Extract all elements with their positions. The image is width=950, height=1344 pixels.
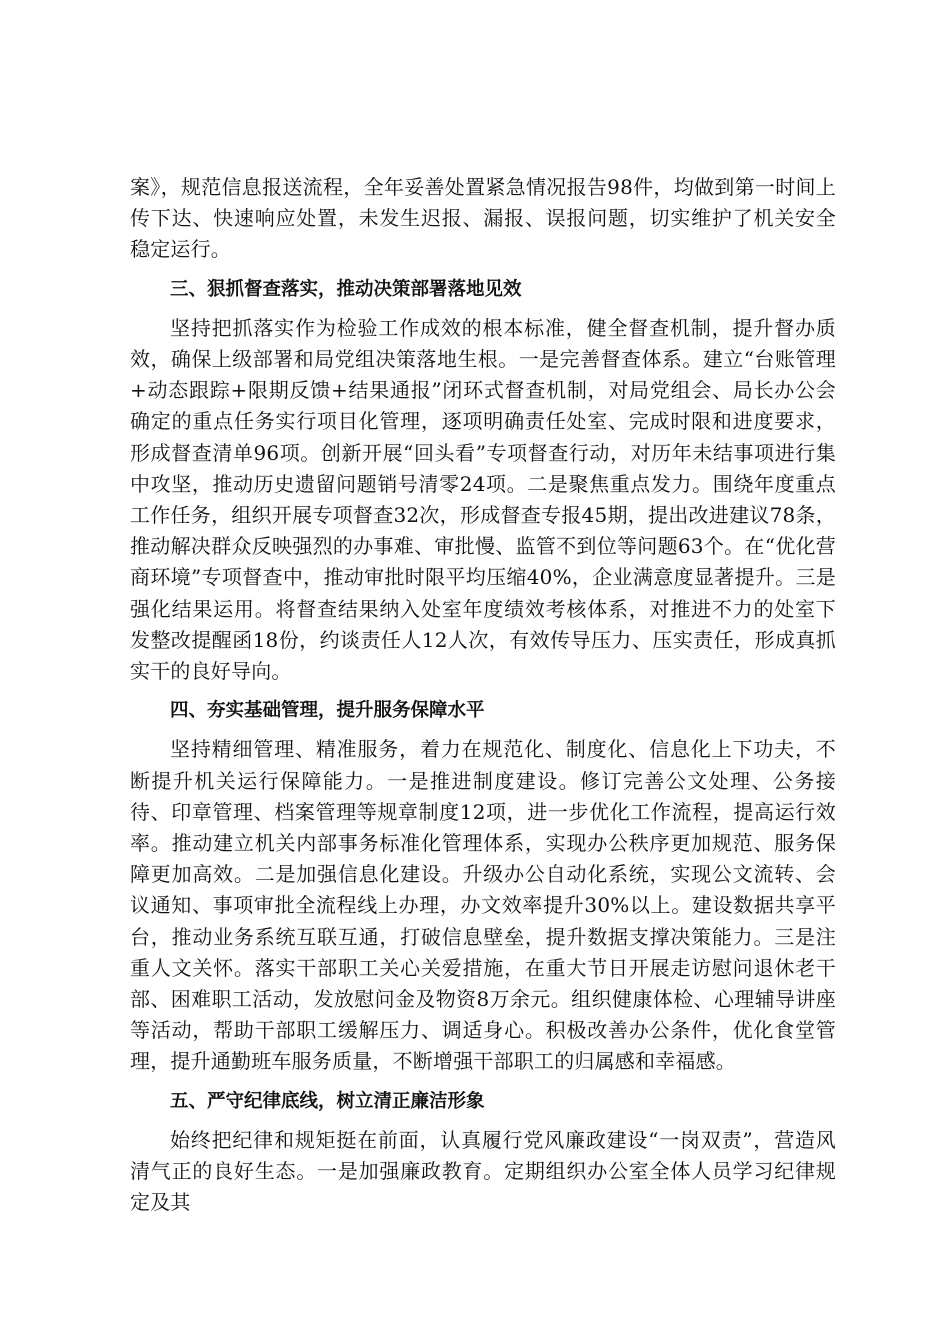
section-heading-3: 三、狠抓督查落实，推动决策部署落地见效 (170, 278, 522, 300)
document-page (130, 172, 836, 1219)
paragraph-section-4: 坚持精细管理、精准服务，着力在规范化、制度化、信息化上下功夫，不断提升机关运行保障能力。一是推进制度建设。修订完善公文处理、公务接待、印章管理、档案管理等规章制度12项，进一步优化工作流程，提高运行效率。推动建立机关内部事务标准化管理体系，实现办公秩序更加规范、服务保障更加高效。二是加强信息化建设。升级办公自动化系统，实现公文流转、会议通知、事项审批全流程线上办理，办文效率提升30%以上。建设数据共享平台，推动业务系统互联互通，打破信息壁垒，提升数据支撑决策能力。三是注重人文关怀。落实干部职工关心关爱措施，在重大节日开展走访慰问退休老干部、困难职工活动，发放慰问金及物资8万余元。组织健康体检、心理辅导讲座等活动，帮助干部职工缓解压力、调适身心。积极改善办公条件，优化食堂管理，提升通勤班车服务质量，不断增强干部职工的归属感和幸福感。 (130, 737, 836, 1074)
section-heading-4: 四、夯实基础管理，提升服务保障水平 (170, 700, 485, 722)
paragraph-continuation: 案》，规范信息报送流程，全年妥善处置紧急情况报告98件，均做到第一时间上传下达、快速响应处置，未发生迟报、漏报、误报问题，切实维护了机关安全稳定运行。 (130, 175, 836, 262)
paragraph-section-3: 坚持把抓落实作为检验工作成效的根本标准，健全督查机制，提升督办质效，确保上级部署和局党组决策落地生根。一是完善督查体系。建立“台账管理+动态跟踪+限期反馈+结果通报”闭环式督查机制，对局党组会、局长办公会确定的重点任务实行项目化管理，逐项明确责任处室、完成时限和进度要求，形成督查清单96项。创新开展“回头看”专项督查行动，对历年未结事项进行集中攻坚，推动历史遗留问题销号清零24项。二是聚焦重点发力。围绕年度重点工作任务，组织开展专项督查32次，形成督查专报45期，提出改进建议78条，推动解决群众反映强烈的办事难、审批慢、监管不到位等问题63个。在“优化营商环境”专项督查中，推动审批时限平均压缩40%，企业满意度显著提升。三是强化结果运用。将督查结果纳入处室年度绩效考核体系，对推进不力的处室下发整改提醒函18份，约谈责任人12人次，有效传导压力、压实责任，形成真抓实干的良好导向。 (130, 315, 836, 684)
section-heading-5: 五、严守纪律底线，树立清正廉洁形象 (170, 1090, 485, 1112)
paragraph-section-5: 始终把纪律和规矩挺在前面，认真履行党风廉政建设“一岗双责”，营造风清气正的良好生态。一是加强廉政教育。定期组织办公室全体人员学习纪律规定及其 (130, 1127, 836, 1215)
